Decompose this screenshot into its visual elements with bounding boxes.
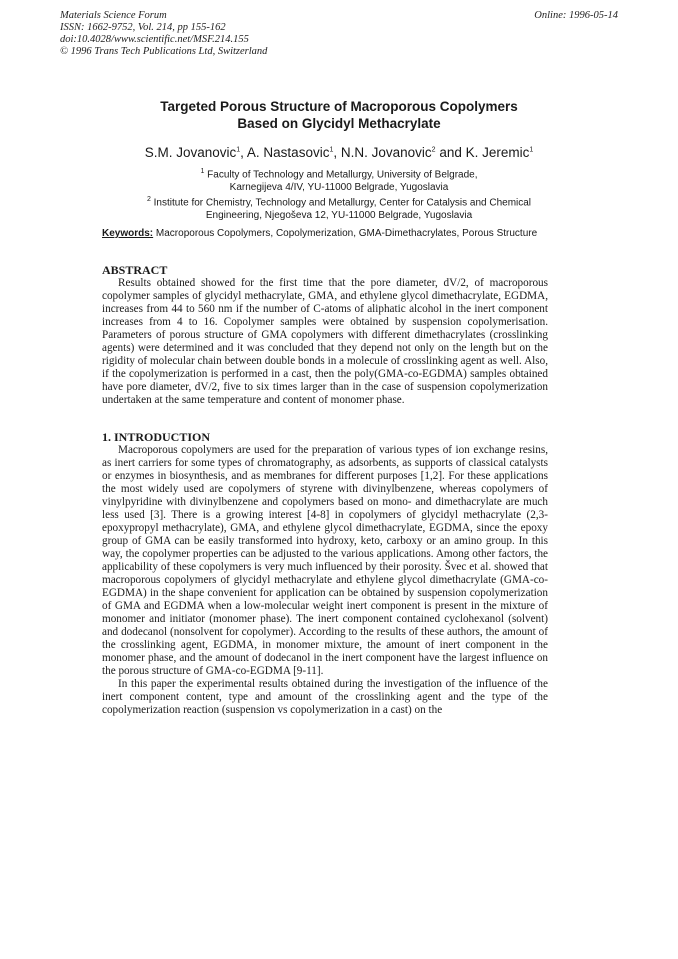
- author-affiliation-mark: 2: [431, 146, 436, 154]
- author-name: K. Jeremic: [465, 145, 530, 160]
- paper-title-line-2: Based on Glycidyl Methacrylate: [237, 116, 441, 131]
- introduction-section: [102, 431, 548, 717]
- journal-doi[interactable]: doi:10.4028/www.scientific.net/MSF.214.155: [60, 34, 249, 45]
- affiliation-2: [0, 194, 678, 222]
- journal-issn: ISSN: 1662-9752, Vol. 214, pp 155-162: [60, 22, 226, 33]
- author-name: A. Nastasovic: [246, 145, 330, 160]
- abstract-text: Results obtained showed for the first time that the pore diameter, dV/2, of macroporous copolymer samples of glycidyl methacrylate, GMA, and ethylene glycol dimethacrylate, EGDMA, increases from 44 to 560 nm if the number of C-atoms of aliphatic alcohol in the inert component increases from 4 to 16. Copolymer samples were obtained by suspension copolymerisation. Parameters of porous structure of GMA copolymers with different dimethacrylates (crosslinking agents) were determined and it was concluded that they depend not only on the length but on the rigidity of molecular chain between double bonds in a molecule of crosslinking agent as well. Also, if the copolymerization is performed in a cast, then the poly(GMA-co-EGDMA) samples obtained have pore diameter, dV/2, five to six times larger than in the case of suspension copolymerization undertaken at the same temperature and content of monomer phase.: [102, 277, 548, 406]
- affiliation-line: Engineering, Njegoševa 12, YU-11000 Belgrade, Yugoslavia: [205, 209, 473, 221]
- affiliation-line: Faculty of Technology and Metallurgy, University of Belgrade,: [207, 169, 478, 181]
- affiliation-1: [0, 166, 678, 194]
- introduction-paragraph-2: In this paper the experimental results obtained during the investigation of the influence of the inert component content, type and amount of the crosslinking agent and the type of the copolymerization reaction (suspension vs copolymerization in a cast) on the: [102, 678, 548, 716]
- introduction-heading: 1. INTRODUCTION: [102, 430, 211, 444]
- author-name: S.M. Jovanovic: [144, 145, 237, 160]
- author-affiliation-mark: 1: [329, 146, 334, 154]
- abstract-heading: ABSTRACT: [102, 263, 168, 277]
- keywords-text: Macroporous Copolymers, Copolymerization, GMA-Dimethacrylates, Porous Structure: [155, 228, 538, 239]
- author-name: N.N. Jovanovic: [340, 145, 432, 160]
- affiliation-mark: 2: [146, 196, 151, 203]
- affiliation-mark: 1: [200, 168, 205, 175]
- affiliation-line: Institute for Chemistry, Technology and Metallurgy, Center for Catalysis and Chemical: [153, 197, 532, 209]
- journal-header: [60, 10, 618, 58]
- author-affiliation-mark: 1: [529, 146, 534, 154]
- abstract-section: [102, 264, 548, 407]
- journal-copyright: © 1996 Trans Tech Publications Ltd, Switzerland: [60, 46, 268, 57]
- affiliation-line: Karnegijeva 4/IV, YU-11000 Belgrade, Yugoslavia: [229, 181, 449, 193]
- online-date: Online: 1996-05-14: [534, 10, 618, 21]
- author-affiliation-mark: 1: [236, 146, 241, 154]
- author-list: S.M. Jovanovic$^1$, A. Nastasovic$^1$, N.N. Jovanovic$^2$ and K. Jeremic$^1$: [144, 145, 534, 160]
- keywords: [102, 228, 572, 239]
- paper-title-line-1: Targeted Porous Structure of Macroporous Copolymers: [160, 99, 518, 114]
- journal-name: Materials Science Forum: [60, 10, 167, 21]
- keywords-label: Keywords:: [102, 228, 154, 239]
- introduction-paragraph-1: Macroporous copolymers are used for the preparation of various types of ion exchange resins, as inert carriers for some types of chromatography, as adsorbents, as supports of classical catalysts or enzymes in biosynthesis, and as membranes for different purposes [1,2]. For these applications the most widely used are copolymers of styrene with divinylbenzene, whereas copolymers of vinylpyridine with divinylbenzene and copolymers based on mono- and dimethacrylate are much less used [3]. There is a growing interest [4-8] in copolymers of glycidyl methacrylate (2,3-epoxypropyl methacrylate), GMA, and ethylene glycol dimethacrylate, EGDMA, since the epoxy group of GMA can be easily transformed into hydroxy, keto, carboxy or an amino group. In this way, the copolymer properties can be adjusted to the various applications. Among other factors, the applicability of these copolymers is very much influenced by their porosity. Švec et al. showed that macroporous copolymers of glycidyl methacrylate and ethylene glycol dimethacrylate (GMA-co-EGDMA) in the shape convenient for application can be obtained by suspension copolymerization of GMA and EGDMA when a low-molecular weight inert component is present in the mixture of monomer and initiator (monomer phase). The inert component contained cyclohexanol (solvent) and dodecanol (nonsolvent for copolymer). According to the results of these authors, the amount of the crosslinking agent, EGDMA, in monomer mixture, the amount of inert component in the monomer phase, and the amount of dodecanol in the inert component have the largest influence on the porous structure of GMA-co-EGDMA [9-11].: [102, 444, 548, 677]
- paper-title: [0, 98, 678, 132]
